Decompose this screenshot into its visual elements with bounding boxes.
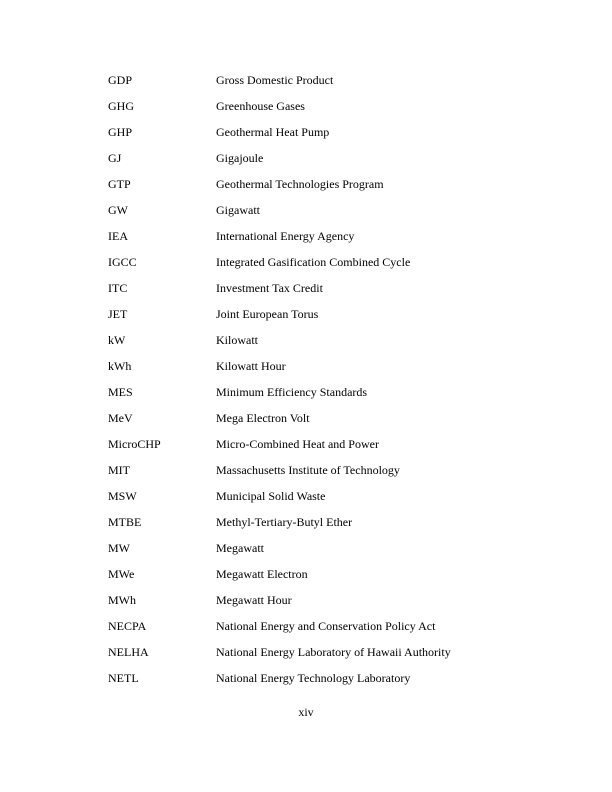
- definition: National Energy Laboratory of Hawaii Authority: [216, 645, 451, 659]
- abbreviation: NECPA: [108, 619, 147, 633]
- abbreviation-row: [108, 72, 508, 98]
- abbreviation: GW: [108, 203, 128, 217]
- abbreviation: GTP: [108, 177, 131, 191]
- abbreviation-row: [108, 202, 508, 228]
- abbreviation-row: [108, 462, 508, 488]
- definition: Massachusetts Institute of Technology: [216, 463, 400, 477]
- abbreviation: MSW: [108, 489, 137, 503]
- abbreviation: GHP: [108, 125, 133, 139]
- abbreviation: GDP: [108, 73, 133, 87]
- definition: Minimum Efficiency Standards: [216, 385, 368, 399]
- definition: Methyl-Tertiary-Butyl Ether: [216, 515, 353, 529]
- abbreviation-row: [108, 618, 508, 644]
- abbreviation: JET: [108, 307, 128, 321]
- definition: Megawatt Hour: [216, 593, 292, 607]
- abbreviation: MeV: [108, 411, 133, 425]
- definition: Mega Electron Volt: [216, 411, 310, 425]
- abbreviation-row: [108, 670, 508, 696]
- page-number: xiv: [298, 705, 314, 719]
- definition: Municipal Solid Waste: [216, 489, 326, 503]
- abbreviation-row: [108, 306, 508, 332]
- abbreviation: IGCC: [108, 255, 137, 269]
- definition: National Energy and Conservation Policy Act: [216, 619, 436, 633]
- abbreviation-row: [108, 514, 508, 540]
- definition: Geothermal Technologies Program: [216, 177, 384, 191]
- definition: Joint European Torus: [216, 307, 319, 321]
- abbreviation-row: [108, 124, 508, 150]
- abbreviation-row: [108, 150, 508, 176]
- abbreviation: MWh: [108, 593, 136, 607]
- definition: Gigajoule: [216, 151, 264, 165]
- abbreviation-row: [108, 176, 508, 202]
- abbreviation: MES: [108, 385, 133, 399]
- abbreviation: IEA: [108, 229, 128, 243]
- definition: Kilowatt: [216, 333, 258, 347]
- abbreviation-list: [108, 72, 508, 696]
- abbreviation: MTBE: [108, 515, 142, 529]
- definition: Gigawatt: [216, 203, 260, 217]
- abbreviation-row: [108, 358, 508, 384]
- abbreviation-row: [108, 592, 508, 618]
- abbreviation-row: [108, 280, 508, 306]
- definition: Gross Domestic Product: [216, 73, 334, 87]
- definition: Geothermal Heat Pump: [216, 125, 330, 139]
- definition: Greenhouse Gases: [216, 99, 305, 113]
- definition: Integrated Gasification Combined Cycle: [216, 255, 411, 269]
- abbreviation-row: [108, 410, 508, 436]
- abbreviation: NETL: [108, 671, 139, 685]
- abbreviation: GJ: [108, 151, 122, 165]
- abbreviation-row: [108, 540, 508, 566]
- abbreviation: MW: [108, 541, 130, 555]
- definition: International Energy Agency: [216, 229, 355, 243]
- abbreviation: GHG: [108, 99, 134, 113]
- abbreviation-row: [108, 488, 508, 514]
- definition: National Energy Technology Laboratory: [216, 671, 411, 685]
- definition: Kilowatt Hour: [216, 359, 286, 373]
- definition: Megawatt: [216, 541, 264, 555]
- abbreviation-row: [108, 228, 508, 254]
- abbreviation: ITC: [108, 281, 128, 295]
- abbreviation-row: [108, 98, 508, 124]
- abbreviation: kW: [108, 333, 126, 347]
- abbreviation: NELHA: [108, 645, 149, 659]
- abbreviation-row: [108, 332, 508, 358]
- definition: Megawatt Electron: [216, 567, 308, 581]
- definition: Investment Tax Credit: [216, 281, 323, 295]
- abbreviation: MWe: [108, 567, 135, 581]
- abbreviation-row: [108, 566, 508, 592]
- abbreviation-row: [108, 644, 508, 670]
- abbreviation: MIT: [108, 463, 130, 477]
- abbreviation: MicroCHP: [108, 437, 161, 451]
- definition: Micro-Combined Heat and Power: [216, 437, 379, 451]
- abbreviation-row: [108, 384, 508, 410]
- abbreviation-row: [108, 436, 508, 462]
- abbreviation-row: [108, 254, 508, 280]
- abbreviation: kWh: [108, 359, 132, 373]
